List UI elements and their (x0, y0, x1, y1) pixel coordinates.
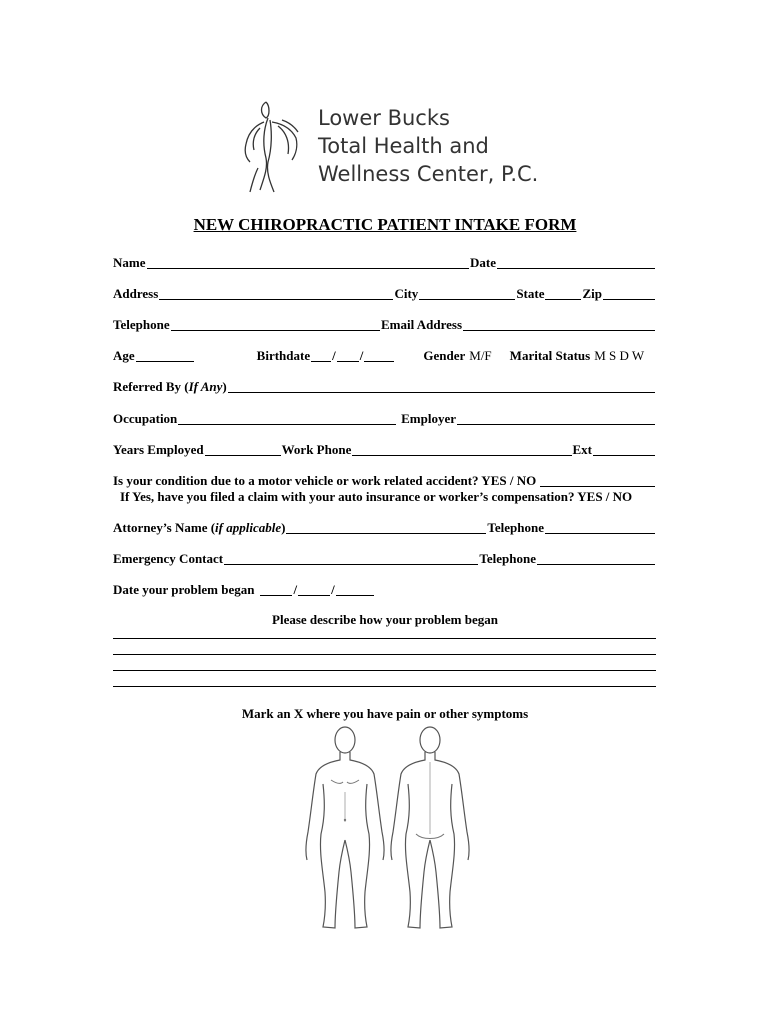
problem-year-field[interactable] (336, 583, 374, 596)
telephone-field[interactable] (171, 318, 380, 331)
problem-day-field[interactable] (298, 583, 330, 596)
logo-line-1: Lower Bucks (318, 106, 450, 130)
referred-label: Referred By ( (113, 379, 189, 394)
body-front-icon[interactable] (306, 727, 384, 928)
birth-sep-2: / (359, 348, 364, 363)
employment-row (113, 440, 656, 458)
birth-day-field[interactable] (337, 349, 359, 362)
emergency-telephone-label: Telephone (479, 551, 536, 566)
emergency-row (113, 549, 656, 567)
referred-row (113, 377, 656, 395)
date-field[interactable] (497, 256, 655, 269)
age-label: Age (113, 348, 135, 363)
age-birth-row (113, 346, 656, 364)
work-phone-field[interactable] (352, 443, 571, 456)
age-field[interactable] (136, 349, 194, 362)
logo-line-2: Total Health and (318, 134, 489, 158)
claim-row (120, 487, 660, 505)
state-field[interactable] (545, 287, 581, 300)
describe-line-1[interactable] (113, 638, 656, 639)
emergency-label: Emergency Contact (113, 551, 224, 566)
attorney-if-applicable: if applicable (215, 520, 282, 535)
problem-sep-1: / (293, 582, 298, 597)
describe-line-2[interactable] (113, 654, 656, 655)
problem-sep-2: / (331, 582, 335, 597)
work-phone-label: Work Phone (281, 442, 352, 457)
attorney-row (113, 518, 656, 536)
spine-back-figure-icon (238, 98, 318, 198)
describe-line-4[interactable] (113, 686, 656, 687)
attorney-label: Attorney’s Name ( (113, 520, 216, 535)
clinic-logo (238, 98, 538, 198)
city-label: City (394, 286, 419, 301)
ext-label: Ext (572, 442, 592, 457)
accident-field[interactable] (540, 474, 655, 487)
birth-month-field[interactable] (311, 349, 331, 362)
ext-field[interactable] (593, 443, 655, 456)
attorney-field[interactable] (286, 521, 486, 534)
employer-field[interactable] (457, 412, 655, 425)
logo-line-3: Wellness Center, P.C. (318, 162, 539, 186)
zip-label: Zip (582, 286, 602, 301)
occupation-label: Occupation (113, 411, 178, 426)
address-field[interactable] (159, 287, 393, 300)
years-employed-label: Years Employed (113, 442, 204, 457)
emergency-telephone-field[interactable] (537, 552, 655, 565)
date-label: Date (470, 255, 496, 270)
body-diagram[interactable] (300, 722, 480, 937)
address-label: Address (113, 286, 159, 301)
problem-date-label: Date your problem began (113, 582, 255, 597)
name-label: Name (113, 255, 146, 270)
occupation-row (113, 409, 656, 427)
referred-if-any: If Any (188, 379, 223, 394)
email-label: Email Address (380, 317, 462, 332)
mark-label: Mark an X where you have pain or other symptoms (241, 706, 529, 721)
describe-line-3[interactable] (113, 670, 656, 671)
problem-month-field[interactable] (260, 583, 292, 596)
problem-date-row (113, 580, 383, 598)
accident-question: Is your condition due to a motor vehicle or work related accident? YES / NO (113, 473, 537, 488)
gender-label: Gender (423, 348, 466, 363)
address-row (113, 284, 656, 302)
state-label: State (516, 286, 545, 301)
city-field[interactable] (419, 287, 515, 300)
employer-label: Employer (401, 411, 456, 426)
telephone-label: Telephone (113, 317, 170, 332)
referred-field[interactable] (228, 380, 655, 393)
form-title: NEW CHIROPRACTIC PATIENT INTAKE FORM (193, 215, 577, 234)
emergency-field[interactable] (224, 552, 478, 565)
marital-options[interactable]: M S D W (594, 348, 645, 363)
attorney-telephone-field[interactable] (545, 521, 655, 534)
occupation-field[interactable] (178, 412, 396, 425)
name-field[interactable] (147, 256, 470, 269)
zip-field[interactable] (603, 287, 655, 300)
claim-question: If Yes, have you filed a claim with your auto insurance or worker’s compensation? YES / NO (120, 489, 633, 504)
referred-close: ) (222, 379, 227, 394)
email-field[interactable] (463, 318, 655, 331)
describe-label: Please describe how your problem began (272, 612, 498, 627)
attorney-telephone-label: Telephone (487, 520, 544, 535)
telephone-email-row (113, 315, 656, 333)
years-employed-field[interactable] (205, 443, 281, 456)
birth-year-field[interactable] (364, 349, 394, 362)
name-date-row (113, 253, 656, 271)
body-back-icon[interactable] (391, 727, 469, 928)
birthdate-label: Birthdate (256, 348, 311, 363)
birth-sep-1: / (332, 348, 336, 363)
attorney-close: ) (281, 520, 286, 535)
marital-label: Marital Status (509, 348, 591, 363)
gender-options[interactable]: M/F (469, 348, 492, 363)
